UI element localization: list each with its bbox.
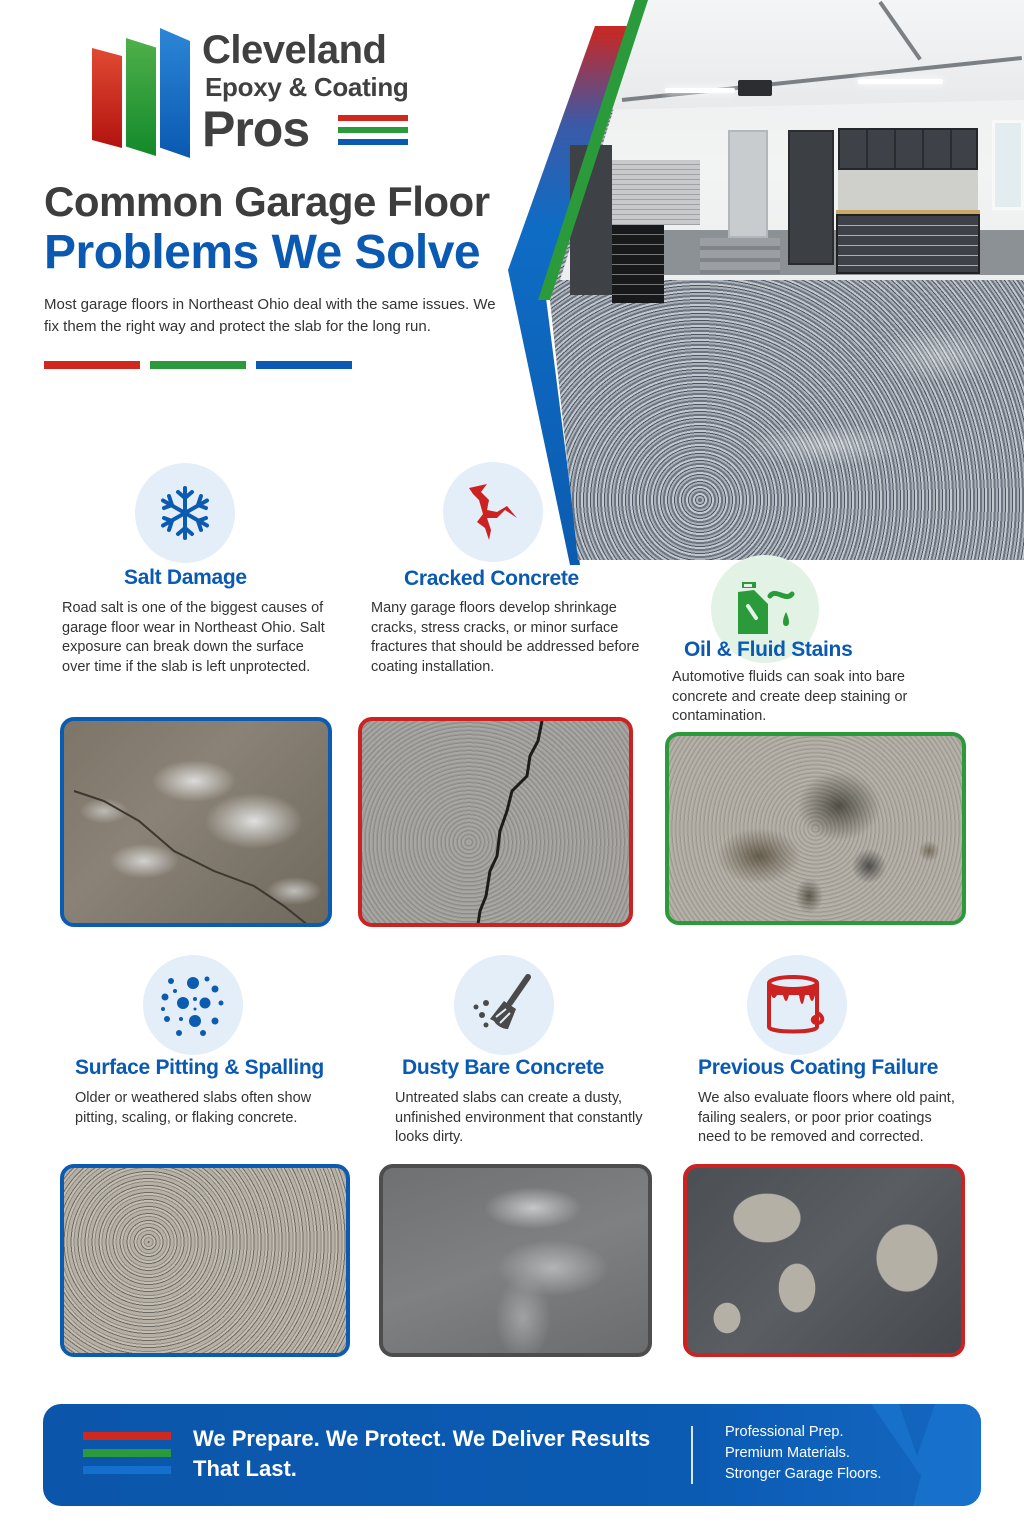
banner-tagline: [725, 1422, 881, 1485]
garage-door-opener: [738, 80, 772, 96]
card-title: Previous Coating Failure: [698, 1056, 939, 1079]
pitting-spalling-photo: [60, 1164, 350, 1357]
coating-failure-photo: [683, 1164, 965, 1357]
card-title: Dusty Bare Concrete: [402, 1056, 605, 1079]
banner-divider: [691, 1426, 693, 1484]
page-title-line2: Problems We Solve: [44, 226, 481, 279]
dusty-concrete-photo: [379, 1164, 652, 1357]
snowflake-icon: [135, 463, 235, 563]
garage-window: [992, 120, 1024, 210]
card-title: Surface Pitting & Spalling: [75, 1056, 324, 1079]
logo-bar-blue: [160, 28, 190, 158]
banner-color-stripes: [83, 1432, 171, 1483]
tagline-line2: Premium Materials.: [725, 1445, 850, 1461]
logo-bar-green: [126, 38, 156, 156]
company-logo: [90, 28, 420, 158]
card-description: Road salt is one of the biggest causes of garage floor wear in Northeast Ohio. Salt exposure can break down the surface over time if the slab is left unprotected.: [62, 600, 325, 675]
ceiling-light: [665, 88, 735, 93]
card-description: Untreated slabs can create a dusty, unfinished environment that constantly looks dirty.: [395, 1090, 643, 1145]
upper-cabinets: [838, 128, 978, 170]
header-color-stripes: [44, 356, 362, 374]
entry-steps: [700, 238, 780, 274]
crack-icon: [443, 462, 543, 562]
logo-bar-red: [92, 48, 122, 148]
ceiling-light: [858, 79, 943, 84]
page-header: [44, 178, 514, 338]
banner-headline: We Prepare. We Protect. We Deliver Results That Last.: [193, 1426, 651, 1481]
lower-drawer-cabinets: [836, 214, 980, 274]
rolling-toolbox: [612, 225, 664, 303]
tool-pegboard: [610, 160, 700, 225]
card-title: Salt Damage: [124, 566, 247, 589]
card-title: Cracked Concrete: [404, 567, 579, 590]
interior-door: [728, 130, 768, 238]
banner-y-watermark: [871, 1404, 981, 1506]
cracked-concrete-photo: [358, 717, 633, 927]
card-description: Older or weathered slabs often show pitting, scaling, or flaking concrete.: [75, 1090, 312, 1126]
salt-damage-photo: [60, 717, 332, 927]
logo-name-line1: Cleveland: [202, 28, 387, 72]
tall-cabinet: [788, 130, 834, 265]
page-title-line1: Common Garage Floor: [44, 178, 490, 225]
oil-stains-photo: [665, 732, 966, 925]
pitting-dots-icon: [143, 955, 243, 1055]
broom-icon: [454, 955, 554, 1055]
card-description: We also evaluate floors where old paint, failing sealers, or poor prior coatings need to be removed and corrected.: [698, 1090, 955, 1145]
logo-name-line3: Pros: [202, 101, 310, 157]
logo-stripes: [338, 115, 408, 151]
card-description: Many garage floors develop shrinkage cracks, stress cracks, or minor surface fractures that should be addressed before coating installation.: [371, 600, 640, 675]
footer-banner: [43, 1404, 981, 1506]
backsplash: [838, 170, 978, 210]
tagline-line3: Stronger Garage Floors.: [725, 1466, 882, 1482]
logo-name-line2: Epoxy & Coating: [205, 72, 409, 102]
card-title: Oil & Fluid Stains: [684, 638, 853, 661]
card-description: Automotive fluids can soak into bare concrete and create deep staining or contamination.: [672, 669, 908, 724]
paint-can-icon: [747, 955, 847, 1055]
tagline-line1: Professional Prep.: [725, 1424, 844, 1440]
intro-text: Most garage floors in Northeast Ohio deal with the same issues. We fix them the right way and protect the slab for the long run.: [44, 296, 496, 335]
